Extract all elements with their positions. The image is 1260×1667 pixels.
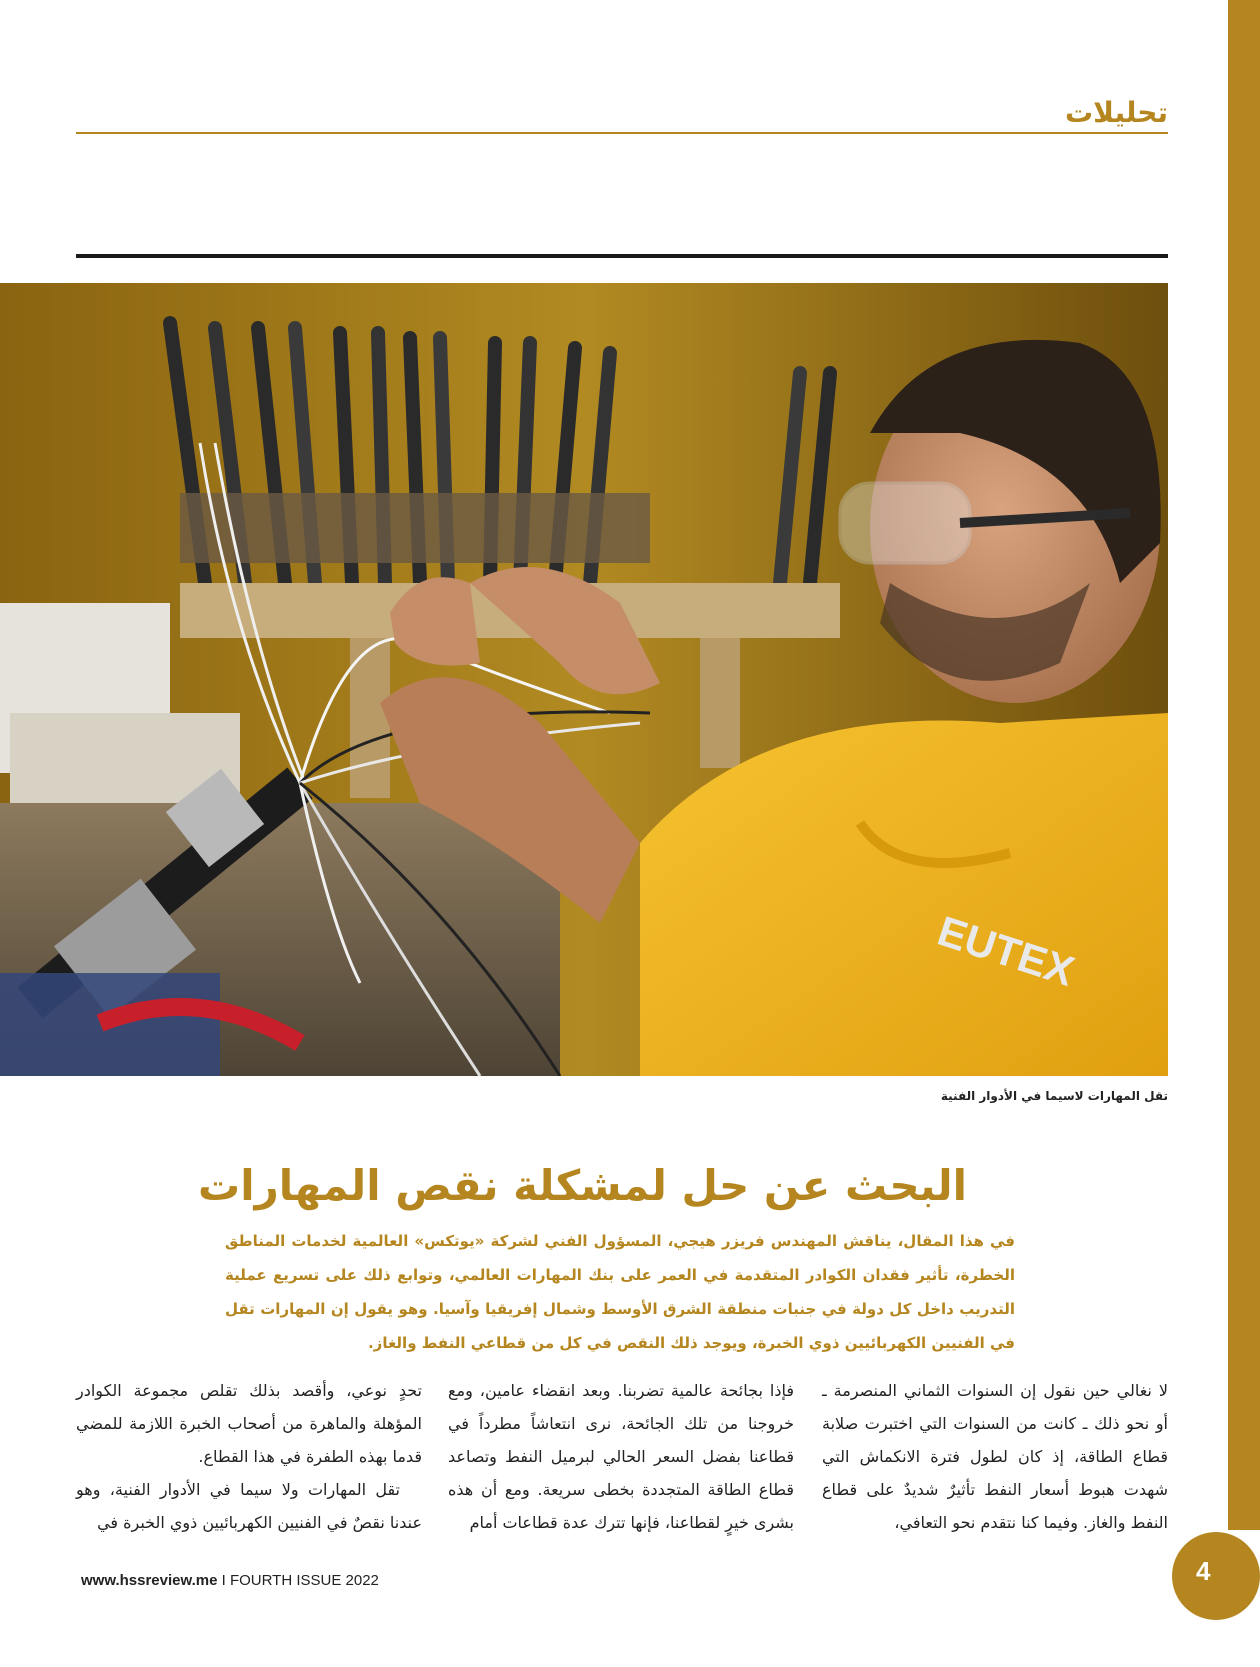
side-accent-bar: [1228, 0, 1260, 1530]
paragraph: تقل المهارات ولا سيما في الأدوار الفنية، وهو عندنا نقصٌ في الفنيين الكهربائيين ذوي الخبرة في: [76, 1480, 422, 1532]
body-column-2: [448, 1374, 794, 1539]
page-number-badge: [1172, 1532, 1260, 1620]
paragraph: تحدٍ نوعي، وأقصد بذلك تقلص مجموعة الكوادر المؤهلة والماهرة من أصحاب الخبرة اللازمة للمضي قدما بهذه الطفرة في هذا القطاع.: [76, 1381, 422, 1466]
shirt-logo: EUTEX: [932, 906, 1080, 995]
body-column-3: [76, 1374, 422, 1539]
photo-illustration: [0, 283, 1168, 1076]
photo-caption: تقل المهارات لاسيما في الأدوار الفنية: [940, 1089, 1168, 1103]
footer: [81, 1572, 379, 1589]
article-photo: [0, 283, 1168, 1076]
article-standfirst: في هذا المقال، يناقش المهندس فريزر هيجي، المسؤول الفني لشركة «يوتكس» العالمية لخدمات المناطق الخطرة، تأثير فقدان الكوادر المتقدمة في العمر على بنك المهارات العالمي، وتوابع ذلك على تسريع عملية التدريب داخل كل دولة في جنبات منطقة الشرق الأوسط وشمال إفريقيا وآسيا. وهو يقول إن المهارات تقل في الفنيين الكهربائيين ذوي الخبرة، ويوجد ذلك النقص في كل من قطاعي النفط والغاز.: [225, 1232, 1015, 1352]
body-column-1: [822, 1374, 1168, 1539]
article-headline: البحث عن حل لمشكلة نقص المهارات: [197, 1161, 967, 1210]
section-label: تحليلات: [1065, 96, 1168, 129]
title-rule: [76, 254, 1168, 258]
website-link[interactable]: www.hssreview.me: [81, 1572, 218, 1589]
header-rule: [76, 132, 1168, 134]
paragraph: لا نغالي حين نقول إن السنوات الثماني المنصرمة ـ أو نحو ذلك ـ كانت من السنوات التي اختبرت صلابة قطاع الطاقة، إذ كان لطول فترة الانكماش التي شهدت هبوط أسعار النفط تأثيرٌ شديدٌ على قطاع النفط والغاز. وفيما كنا نتقدم نحو التعافي،: [822, 1381, 1168, 1532]
page-number: 4: [1196, 1556, 1211, 1586]
issue-label: I FOURTH ISSUE 2022: [217, 1572, 379, 1589]
paragraph: فإذا بجائحة عالمية تضربنا. وبعد انقضاء عامين، ومع خروجنا من تلك الجائحة، نرى انتعاشاً مطرداً في قطاعنا بفضل السعر الحالي لبرميل النفط وتصاعد قطاع الطاقة المتجددة بخطى سريعة. ومع أن هذه بشرى خيرٍ لقطاعنا، فإنها تترك عدة قطاعات أمام: [448, 1381, 794, 1532]
